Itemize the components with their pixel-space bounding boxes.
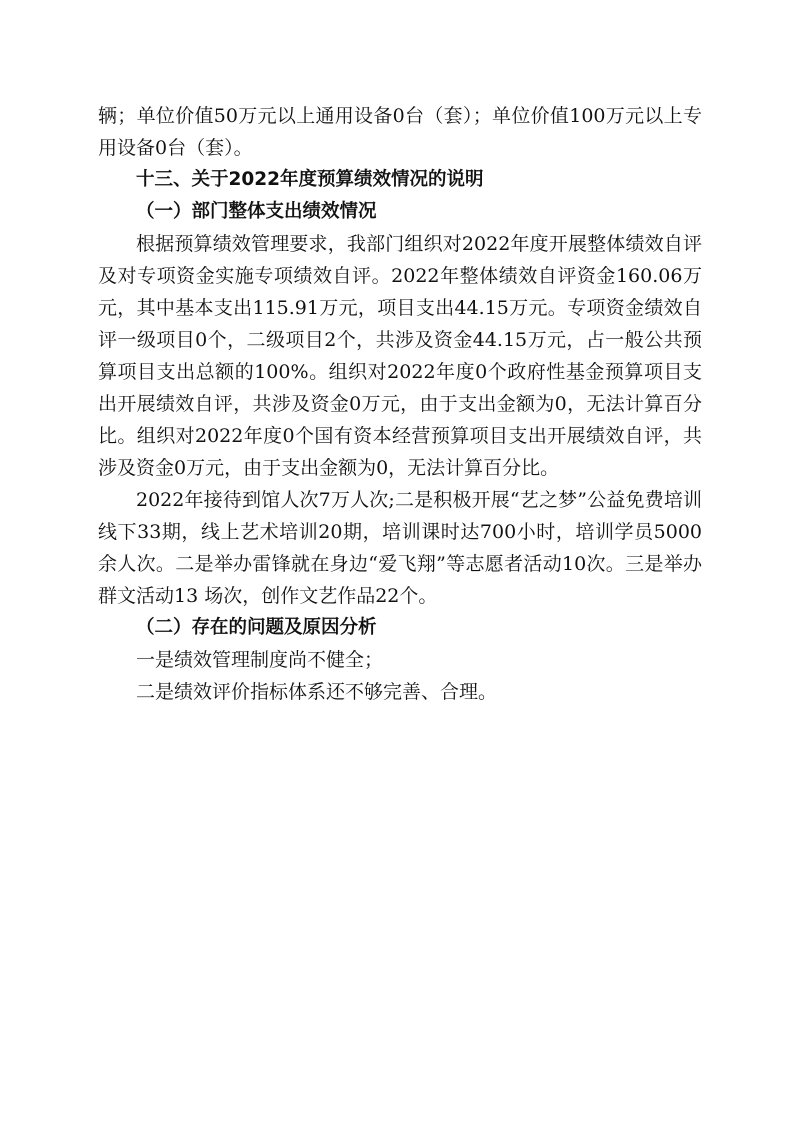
subsection-1-heading: （一）部门整体支出绩效情况: [136, 201, 377, 222]
continuation-paragraph: 辆；单位价值50万元以上通用设备0台（套）；单位价值100万元以上专用设备0台（套）。: [98, 105, 702, 159]
issue-item-1: 一是绩效管理制度尚不健全；: [136, 649, 384, 671]
issue-item-2: 二是绩效评价指标体系还不够完善、合理。: [136, 681, 498, 703]
section-13-heading: 十三、关于2022年度预算绩效情况的说明: [136, 169, 484, 190]
achievements-paragraph: 2022年接待到馆人次7万人次;二是积极开展“艺之梦”公益免费培训线下33期，线上艺术培训20期，培训课时达700小时，培训学员5000余人次。二是举办雷锋就在身边“爱飞翔”等志愿者活动10次。三是举办群文活动13 场次，创作文艺作品22个。: [98, 489, 702, 607]
budget-evaluation-paragraph: 根据预算绩效管理要求，我部门组织对2022年度开展整体绩效自评及对专项资金实施专项绩效自评。2022年整体绩效自评资金160.06万元，其中基本支出115.91万元，项目支出44.15万元。专项资金绩效自评一级项目0个，二级项目2个，共涉及资金44.15万元，占一般公共预算项目支出总额的100%。组织对2022年度0个政府性基金预算项目支出开展绩效自评，共涉及资金0万元，由于支出金额为0，无法计算百分比。组织对2022年度0个国有资本经营预算项目支出开展绩效自评，共涉及资金0万元，由于支出金额为0，无法计算百分比。: [98, 233, 702, 479]
subsection-2-heading: （二）存在的问题及原因分析: [136, 617, 377, 638]
document-body: [98, 100, 702, 708]
